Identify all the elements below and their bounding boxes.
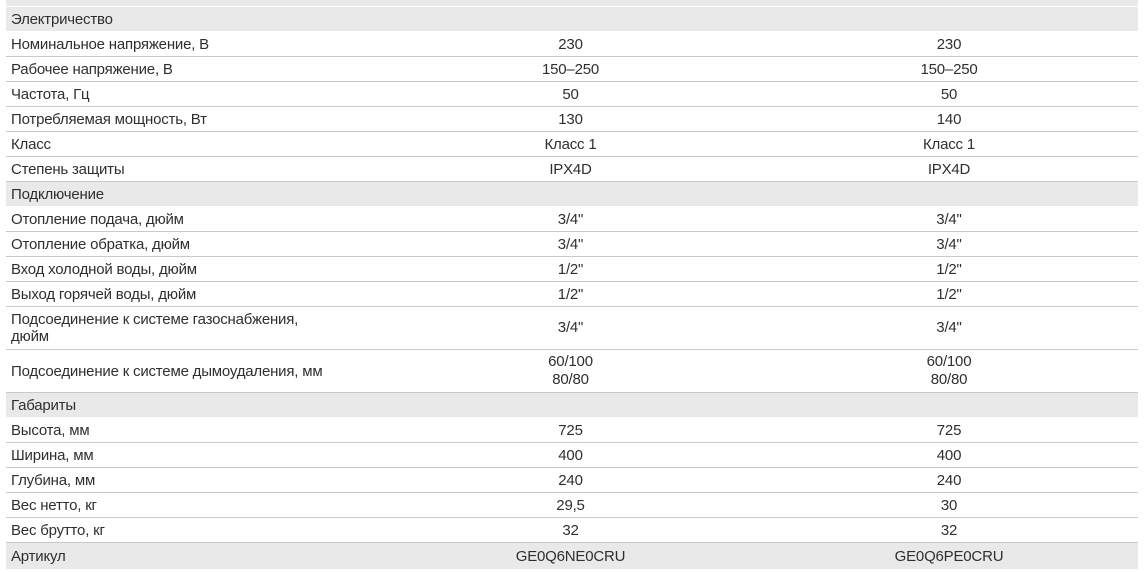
row-label: Глубина, мм [6,468,381,493]
row-label: Вес нетто, кг [6,493,381,518]
value-line: 80/80 [930,371,968,388]
value-model-1: 3/4" [381,207,760,232]
row-label: Отопление обратка, дюйм [6,232,381,257]
row-label: Степень защиты [6,157,381,182]
spec-table-container [6,0,1138,569]
row-label: Частота, Гц [6,82,381,107]
table-row [6,418,1138,443]
article-row [6,543,1138,570]
value-model-1: 130 [381,107,760,132]
value-model-2: 1/2" [760,282,1138,307]
table-row [6,307,1138,350]
table-row [6,257,1138,282]
table-row [6,232,1138,257]
value-model-2: 3/4" [760,232,1138,257]
section-title: Электричество [6,7,1138,32]
value-model-2: 1/2" [760,257,1138,282]
article-model-1: GE0Q6NE0CRU [381,543,760,570]
value-model-2: 32 [760,518,1138,543]
value-model-1: Класс 1 [381,132,760,157]
spec-table [6,0,1138,569]
row-label: Потребляемая мощность, Вт [6,107,381,132]
section-title: Габариты [6,393,1138,418]
value-model-1: 1/2" [381,282,760,307]
value-model-1: 1/2" [381,257,760,282]
row-label: Высота, мм [6,418,381,443]
value-model-2: 400 [760,443,1138,468]
row-label: Вход холодной воды, дюйм [6,257,381,282]
value-model-1: 32 [381,518,760,543]
section-header-electricity [6,7,1138,32]
value-line: 60/100 [548,353,593,370]
row-label: Подсоединение к системе дымоудаления, мм [6,350,381,393]
table-row [6,350,1138,393]
table-row [6,157,1138,182]
table-row [6,107,1138,132]
value-model-2 [760,350,1138,393]
value-model-2: 240 [760,468,1138,493]
value-model-1: 725 [381,418,760,443]
table-row [6,468,1138,493]
row-label-line: дюйм [11,328,49,345]
value-model-1: 400 [381,443,760,468]
article-label: Артикул [6,543,381,570]
value-model-1: 240 [381,468,760,493]
section-header-dimensions [6,393,1138,418]
value-model-1: 29,5 [381,493,760,518]
value-model-2: 725 [760,418,1138,443]
row-label: Вес брутто, кг [6,518,381,543]
value-line: 60/100 [926,353,972,370]
value-model-2: 150–250 [760,57,1138,82]
value-model-1: 3/4" [381,307,760,350]
row-label: Выход горячей воды, дюйм [6,282,381,307]
table-row [6,493,1138,518]
value-model-2: 140 [760,107,1138,132]
row-label: Рабочее напряжение, В [6,57,381,82]
row-label-line: Подсоединение к системе газоснабжения, [11,311,299,328]
value-line: 80/80 [552,371,589,388]
table-row [6,207,1138,232]
table-row [6,443,1138,468]
table-row [6,57,1138,82]
value-model-1: 50 [381,82,760,107]
section-header-connection [6,182,1138,207]
row-label: Класс [6,132,381,157]
table-row [6,282,1138,307]
value-model-2: 3/4" [760,307,1138,350]
table-row [6,132,1138,157]
value-model-1: IPX4D [381,157,760,182]
section-title: Подключение [6,182,1138,207]
value-model-2: 230 [760,32,1138,57]
value-model-2: Класс 1 [760,132,1138,157]
row-label [6,307,381,350]
value-model-1: 3/4" [381,232,760,257]
row-label: Номинальное напряжение, В [6,32,381,57]
value-model-2: 50 [760,82,1138,107]
value-model-2: IPX4D [760,157,1138,182]
table-row [6,32,1138,57]
row-label: Ширина, мм [6,443,381,468]
value-model-2: 3/4" [760,207,1138,232]
table-row [6,82,1138,107]
article-model-2: GE0Q6PE0CRU [760,543,1138,570]
row-label: Отопление подача, дюйм [6,207,381,232]
value-model-1: 150–250 [381,57,760,82]
value-model-1 [381,350,760,393]
value-model-2: 30 [760,493,1138,518]
value-model-1: 230 [381,32,760,57]
table-row [6,518,1138,543]
